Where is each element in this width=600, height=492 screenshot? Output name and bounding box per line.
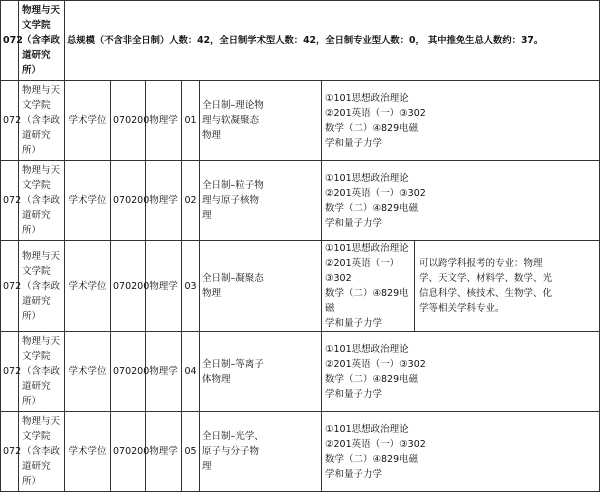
cross-discipline-note-cell: 可以跨学科报考的专业：物理 学、天文学、材料学、数学、光 信息科学、核技术、生物学、化 学等相关学科专业。 <box>415 241 600 332</box>
major-name-cell: 物理学 <box>146 412 182 492</box>
college-name-cell: 物理与天 文学院 （含李政 道研究 所） <box>19 81 65 161</box>
college-name-cell: 物理与天 文学院 （含李政 道研究 所） <box>19 241 65 332</box>
major-code-cell: 070200 <box>111 81 146 161</box>
major-code-cell: 070200 <box>111 241 146 332</box>
table-row <box>1 241 600 332</box>
summary-row <box>1 1 600 81</box>
degree-type-cell: 学术学位 <box>65 412 111 492</box>
college-name-cell: 物理与天 文学院 （含李政 道研究 所） <box>19 161 65 241</box>
table-row <box>1 332 600 412</box>
table-row <box>1 81 600 161</box>
college-code-cell: 072 <box>1 161 19 241</box>
degree-type-cell: 学术学位 <box>65 241 111 332</box>
direction-number-cell: 03 <box>182 241 200 332</box>
degree-type-cell: 学术学位 <box>65 81 111 161</box>
research-direction-cell: 全日制–粒子物 理与原子核物 理 <box>200 161 322 241</box>
college-code-cell: 072 <box>1 332 19 412</box>
direction-number-cell: 04 <box>182 332 200 412</box>
exam-subjects-cell: ①101思想政治理论 ②201英语（一）③302 数学（二）④829电磁 学和量子力学 <box>322 241 415 332</box>
direction-number-cell: 02 <box>182 161 200 241</box>
college-code-cell: 072 <box>1 241 19 332</box>
major-code-cell: 070200 <box>111 332 146 412</box>
major-code-cell: 070200 <box>111 161 146 241</box>
direction-number-cell: 05 <box>182 412 200 492</box>
enrollment-summary: 总规模（不含非全日制）人数：42，全日制学术型人数：42，全日制专业型人数：0， 其中推免生总人数约：37。 <box>65 1 600 81</box>
exam-subjects-cell: ①101思想政治理论 ②201英语（一）③302 数学（二）④829电磁 学和量子力学 <box>322 332 600 412</box>
table-row <box>1 161 600 241</box>
major-name-cell: 物理学 <box>146 241 182 332</box>
college-code-cell: 072 <box>1 81 19 161</box>
research-direction-cell: 全日制–凝聚态 物理 <box>200 241 322 332</box>
exam-subjects-cell: ①101思想政治理论 ②201英语（一）③302 数学（二）④829电磁 学和量子力学 <box>322 161 600 241</box>
major-name-cell: 物理学 <box>146 332 182 412</box>
research-direction-cell: 全日制–理论物 理与软凝聚态 物理 <box>200 81 322 161</box>
degree-type-cell: 学术学位 <box>65 332 111 412</box>
college-code-cell: 072 <box>1 1 19 81</box>
exam-subjects-cell: ①101思想政治理论 ②201英语（一）③302 数学（二）④829电磁 学和量子力学 <box>322 412 600 492</box>
major-name-cell: 物理学 <box>146 161 182 241</box>
research-direction-cell: 全日制–等离子 体物理 <box>200 332 322 412</box>
direction-number-cell: 01 <box>182 81 200 161</box>
research-direction-cell: 全日制–光学、 原子与分子物 理 <box>200 412 322 492</box>
college-name-cell: 物理与天 文学院 （含李政 道研究 所） <box>19 412 65 492</box>
college-code-cell: 072 <box>1 412 19 492</box>
exam-subjects-cell: ①101思想政治理论 ②201英语（一）③302 数学（二）④829电磁 学和量子力学 <box>322 81 600 161</box>
major-code-cell: 070200 <box>111 412 146 492</box>
table-row <box>1 412 600 492</box>
degree-type-cell: 学术学位 <box>65 161 111 241</box>
major-name-cell: 物理学 <box>146 81 182 161</box>
college-name-cell: 物理与天 文学院 （含李政 道研究 所） <box>19 1 65 81</box>
college-name-cell: 物理与天 文学院 （含李政 道研究 所） <box>19 332 65 412</box>
